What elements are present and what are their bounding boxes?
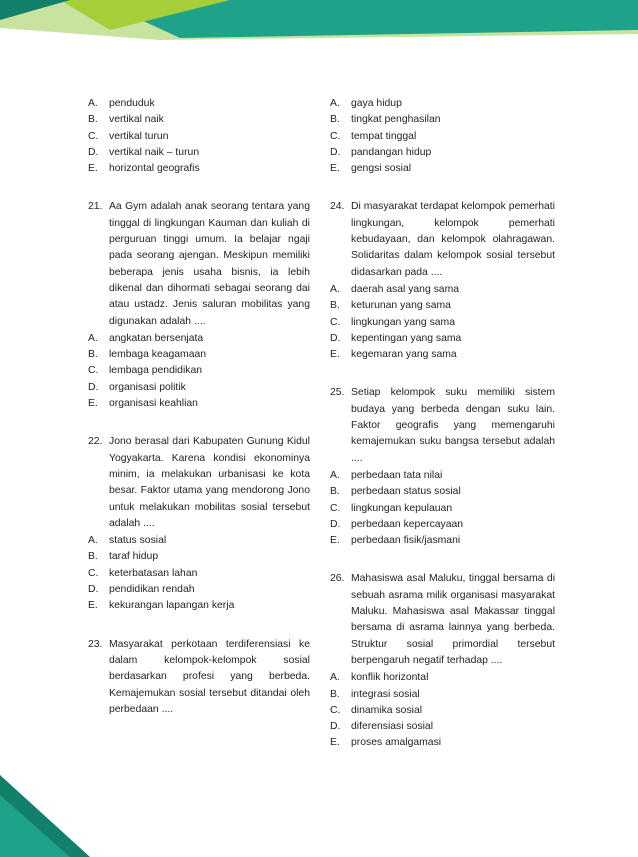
option: A. gaya hidup [330,98,402,109]
option: B. taraf hidup [88,551,159,563]
option: E. perbedaan fisik/jasmani [330,535,461,547]
option: E. organisasi keahlian [88,398,198,410]
option: B. perbedaan status sosial [330,486,461,498]
option: E. kegemaran yang sama [330,349,457,361]
question-number: 23. [88,638,103,650]
left-column [88,96,310,718]
option: E. proses amalgamasi [330,737,442,749]
option: A. konflik horizontal [330,672,429,684]
question-text: Mahasiswa asal Maluku, tinggal bersama di sebuah asrama milik organisasi masyarakat Maluku. Mahasiswa asal Makassar tinggal bersama di asrama lainnya yang berbeda. Struktur sosial primordial tersebut berpengaruh negatif terhadap .... [351,573,555,666]
option: B. vertikal naik [88,114,164,126]
question-number: 22. [88,436,103,448]
option: D. organisasi politik [88,381,186,393]
question-24 [330,199,555,363]
question-21 [88,199,310,412]
option: C. lembaga pendidikan [88,365,203,377]
option: E. kekurangan lapangan kerja [88,600,235,612]
option: C. vertikal turun [88,130,169,142]
carry-over-options-left [88,96,310,177]
option: D. pandangan hidup [330,146,432,158]
option: A. penduduk [88,98,155,109]
question-text: Jono berasal dari Kabupaten Gunung Kidul Yogyakarta. Karena kondisi ekonominya minim, ia melakukan urbanisasi ke kota besar. Faktor utama yang mendorong Jono untuk melakukan mobilitas sosial tersebut adalah .... [109,436,310,529]
footer-decoration [0,775,638,857]
question-number: 25. [330,387,345,399]
option: C. dinamika sosial [330,704,423,716]
question-23 [88,637,310,718]
option: B. integrasi sosial [330,688,420,700]
question-number: 21. [88,201,103,213]
option: C. tempat tinggal [330,130,417,142]
option: B. tingkat penghasilan [330,114,441,126]
question-text: Masyarakat perkotaan terdiferensiasi ke dalam kelompok-kelompok sosial berdasarkan profesi yang berbeda. Kemajemukan sosial tersebut ditandai oleh perbedaan .... [109,638,310,715]
question-25 [330,385,555,549]
question-number: 24. [330,201,345,213]
option: A. daerah asal yang sama [330,283,460,295]
question-number: 26. [330,573,345,585]
option: D. kepentingan yang sama [330,332,462,344]
option: C. lingkungan yang sama [330,316,455,328]
option: D. perbedaan kepercayaan [330,518,464,530]
right-column [330,96,555,752]
option: A. perbedaan tata nilai [330,469,443,481]
option: B. keturunan yang sama [330,300,451,312]
option: E. gengsi sosial [330,163,412,175]
question-text: Setiap kelompok suku memiliki sistem budaya yang berbeda dengan suku lain. Faktor geografis yang memengaruhi kemajemukan suku bangsa tersebut adalah .... [351,387,555,464]
carry-over-options-right [330,96,555,177]
question-text: Di masyarakat terdapat kelompok pemerhati lingkungan, kelompok pemerhati kebudayaan, dan kelompok olahragawan. Solidaritas dalam kelompok sosial tersebut didasarkan pada .... [351,201,555,278]
option: A. angkatan bersenjata [88,332,204,344]
option: A. status sosial [88,535,167,547]
option: C. lingkungan kepulauan [330,502,453,514]
question-text: Aa Gym adalah anak seorang tentara yang tinggal di lingkungan Kauman dan kuliah di perguruan tinggi umum. Ia belajar ngaji pada seorang ajengan. Meskipun memiliki beberapa jenis usaha bisnis, ia lebih dikenal dan dihormati sebagai seorang dai atau ustadz. Jenis saluran mobilitas yang digunakan adalah .... [109,201,310,327]
option: E. horizontal geografis [88,163,200,175]
option: D. diferensiasi sosial [330,721,434,733]
option: B. lembaga keagamaan [88,349,207,361]
option: C. keterbatasan lahan [88,567,198,579]
header-decoration [0,0,638,48]
question-26 [330,571,555,751]
option: D. vertikal naik – turun [88,146,200,158]
question-22 [88,434,310,614]
option: D. pendidikan rendah [88,584,195,596]
